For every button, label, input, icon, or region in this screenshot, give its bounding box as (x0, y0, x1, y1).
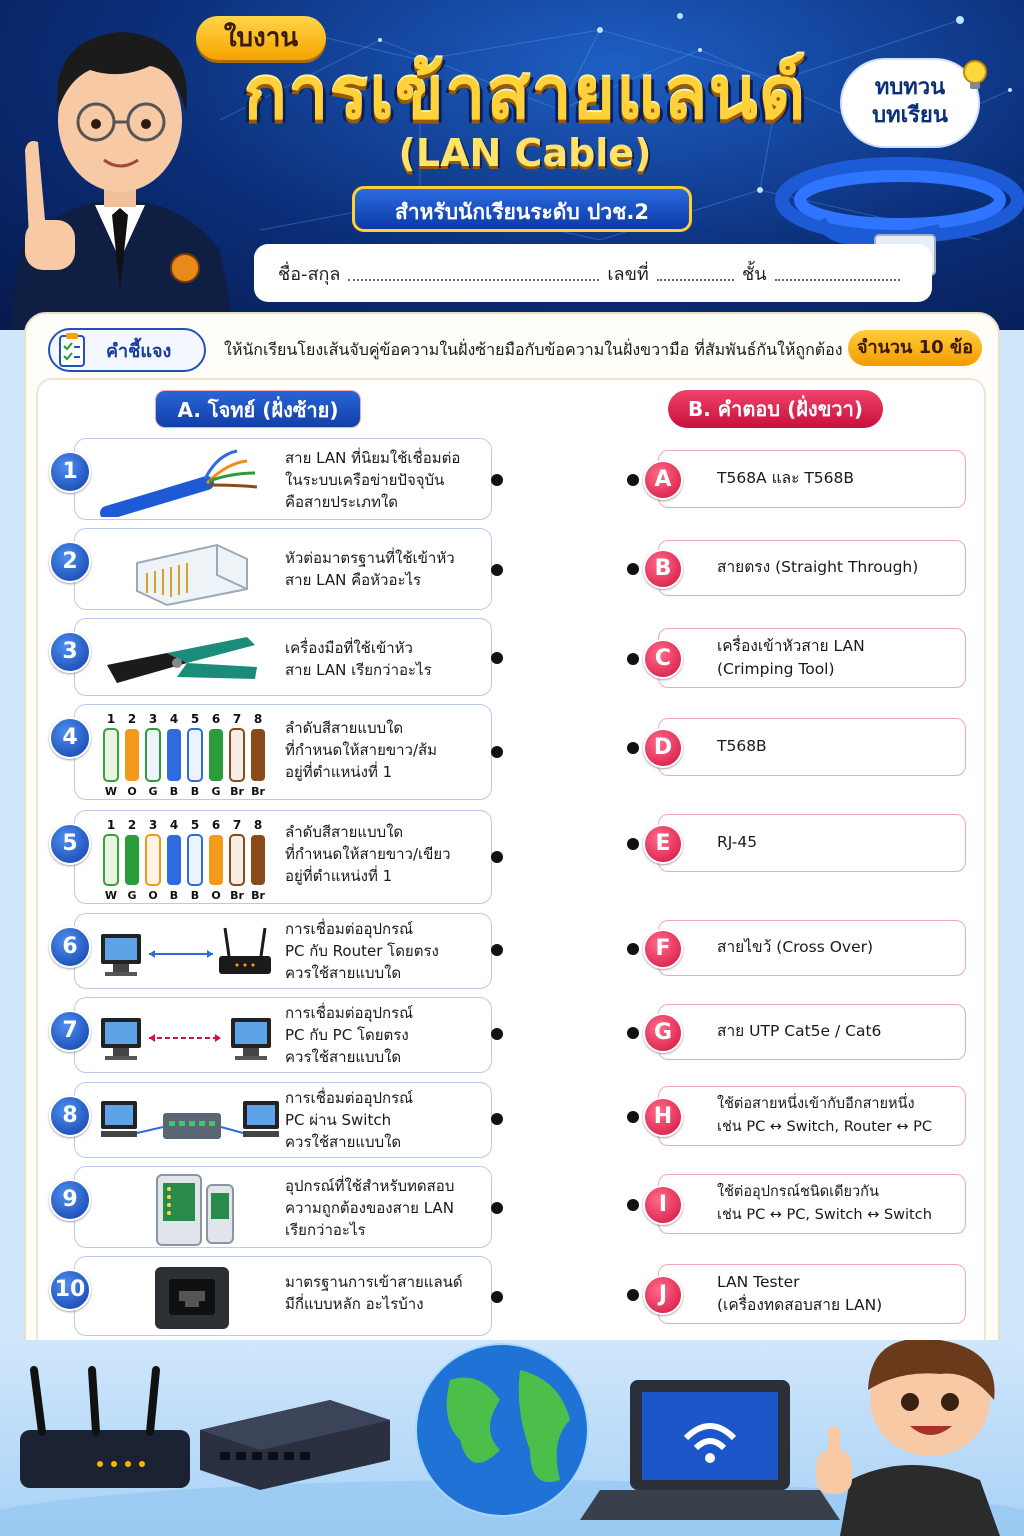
question-item (62, 1166, 492, 1248)
answer-text: ใช้ต่ออุปกรณ์ชนิดเดียวกัน เช่น PC ↔ PC, Switch ↔ Switch (717, 1184, 932, 1223)
student-info-box (254, 244, 932, 302)
answer-item (654, 450, 966, 508)
wire-color-label: B (190, 889, 200, 902)
answer-item (653, 718, 966, 776)
answer-letter: F (643, 929, 683, 969)
answer-item (653, 1086, 966, 1146)
answer-letter: B (643, 549, 683, 589)
wire-number: 6 (211, 818, 221, 832)
question-number: 2 (49, 541, 91, 583)
question-number: 1 (49, 451, 91, 493)
wire-number: 8 (253, 818, 263, 832)
wire-number: 4 (169, 818, 179, 832)
answer-connector-dot[interactable] (627, 943, 639, 955)
wire-order-568b-icon (95, 709, 285, 799)
wire-color-label: O (211, 889, 221, 902)
footer-illustration (0, 1340, 1024, 1536)
worksheet-badge: ใบงาน (196, 16, 326, 60)
question-text: การเชื่อมต่ออุปกรณ์ PC ผ่าน Switch ควรใช้สายแบบใด (285, 1089, 414, 1151)
wire-color-label: B (169, 785, 179, 798)
question-text: เครื่องมือที่ใช้เข้าหัว สาย LAN เรียกว่าอะไร (285, 639, 432, 679)
question-text: ลำดับสีสายแบบใด ที่กำหนดให้สายขาว/เขียว อยู่ที่ตำแหน่งที่ 1 (285, 823, 451, 885)
question-item (62, 913, 492, 989)
answer-letter: I (643, 1185, 683, 1225)
question-number: 9 (49, 1179, 91, 1221)
question-text: ลำดับสีสายแบบใด ที่กำหนดให้สายขาว/ส้ม อยู่ที่ตำแหน่งที่ 1 (285, 719, 438, 781)
globe-icon (416, 1344, 588, 1516)
wire-number: 6 (211, 712, 221, 726)
wire-color-label: G (148, 785, 158, 798)
answer-item (654, 628, 966, 688)
question-number: 5 (49, 823, 91, 865)
name-field[interactable] (348, 265, 599, 281)
wire-number: 7 (232, 712, 242, 726)
answer-text: RJ-45 (717, 833, 758, 851)
question-text: การเชื่อมต่ออุปกรณ์ PC กับ PC โดยตรง ควรใช้สายแบบใด (285, 1004, 414, 1066)
answer-item (653, 1004, 966, 1060)
wire-color-label: W (104, 889, 118, 902)
answer-letter: D (643, 728, 683, 768)
right-column-heading: B. คำตอบ (ฝั่งขวา) (668, 390, 883, 428)
network-devices-scene (0, 1340, 1024, 1536)
answer-connector-dot[interactable] (627, 1027, 639, 1039)
question-connector-dot[interactable] (491, 1291, 503, 1303)
answer-text: T568B (717, 737, 767, 755)
question-number: 7 (49, 1010, 91, 1052)
review-bubble-text: ทบทวน บทเรียน (872, 75, 948, 128)
wire-number: 5 (190, 712, 200, 726)
wire-number: 3 (148, 818, 158, 832)
header-banner (0, 0, 1024, 330)
question-text: อุปกรณ์ที่ใช้สำหรับทดสอบ ความถูกต้องของสาย LAN เรียกว่าอะไร (285, 1177, 455, 1239)
question-connector-dot[interactable] (491, 851, 503, 863)
lightbulb-icon (958, 58, 992, 92)
question-text: สาย LAN ที่นิยมใช้เชื่อมต่อ ในระบบเครือข่ายปัจจุบัน คือสายประเภทใด (285, 449, 461, 511)
name-label: ชื่อ-สกุล (278, 263, 341, 285)
question-connector-dot[interactable] (491, 944, 503, 956)
question-connector-dot[interactable] (491, 1113, 503, 1125)
answer-text: สาย UTP Cat5e / Cat6 (717, 1022, 882, 1040)
question-connector-dot[interactable] (491, 1202, 503, 1214)
wire-number: 2 (127, 712, 137, 726)
crimping-tool-icon (97, 623, 287, 693)
question-count-badge: จำนวน 10 ข้อ (848, 330, 982, 366)
wire-number: 5 (190, 818, 200, 832)
question-number: 6 (49, 926, 91, 968)
class-label: ชั้น (741, 263, 767, 285)
instructions-label: คำชี้แจง (106, 340, 172, 362)
level-label: สำหรับนักเรียนระดับ ปวช.2 (352, 186, 692, 232)
question-number: 3 (49, 631, 91, 673)
instructions-row (48, 326, 984, 374)
wire-color-label: Br (230, 889, 244, 902)
answer-letter: J (643, 1275, 683, 1315)
answer-letter: H (643, 1097, 683, 1137)
question-item (62, 704, 492, 800)
question-number: 10 (49, 1269, 91, 1311)
class-field[interactable] (775, 265, 900, 281)
switch-icon (200, 1400, 390, 1490)
answer-item (654, 540, 966, 596)
answer-item (655, 814, 966, 872)
number-label: เลขที่ (607, 263, 649, 285)
pc-switch-icon (97, 1087, 287, 1157)
answer-text: LAN Tester (เครื่องทดสอบสาย LAN) (717, 1273, 883, 1314)
answer-connector-dot[interactable] (627, 653, 639, 665)
question-connector-dot[interactable] (491, 474, 503, 486)
question-item (54, 1256, 492, 1336)
question-number: 4 (49, 717, 91, 759)
wire-color-label: O (148, 889, 158, 902)
laptop-icon (580, 1380, 840, 1520)
question-item (62, 438, 492, 520)
wire-color-label: Br (230, 785, 244, 798)
answer-item (658, 1264, 966, 1324)
answer-text: เครื่องเข้าหัวสาย LAN (Crimping Tool) (717, 637, 865, 678)
wire-number: 3 (148, 712, 158, 726)
question-text: การเชื่อมต่ออุปกรณ์ PC กับ Router โดยตรง ควรใช้สายแบบใด (285, 920, 439, 982)
wire-number: 2 (127, 818, 137, 832)
answer-connector-dot[interactable] (627, 1111, 639, 1123)
wire-number: 8 (253, 712, 263, 726)
question-number: 8 (49, 1095, 91, 1137)
answer-connector-dot[interactable] (627, 563, 639, 575)
question-item (62, 528, 492, 610)
answer-letter: G (643, 1013, 683, 1053)
answer-text: สายตรง (Straight Through) (717, 558, 919, 576)
clipboard-icon (52, 330, 92, 370)
answer-letter: C (643, 639, 683, 679)
number-field[interactable] (657, 265, 734, 281)
question-connector-dot[interactable] (491, 1028, 503, 1040)
wire-color-label: G (127, 889, 137, 902)
wire-color-label: Br (251, 889, 265, 902)
wire-number: 7 (232, 818, 242, 832)
answer-text: ใช้ต่อสายหนึ่งเข้ากับอีกสายหนึ่ง เช่น PC ↔ Switch, Router ↔ PC (717, 1096, 933, 1135)
answer-text: สายไขว้ (Cross Over) (717, 938, 874, 956)
pc-router-icon (97, 918, 287, 988)
question-text: มาตรฐานการเข้าสายแลนด์ มีกี่แบบหลัก อะไรบ้าง (285, 1273, 463, 1313)
answer-item (658, 1174, 966, 1234)
wire-color-label: G (211, 785, 221, 798)
pc-pc-icon (97, 1002, 287, 1072)
cable-icon (97, 443, 287, 517)
answer-connector-dot[interactable] (627, 742, 639, 754)
wire-number: 1 (106, 712, 116, 726)
answer-connector-dot[interactable] (627, 838, 639, 850)
answer-connector-dot[interactable] (627, 1289, 639, 1301)
answer-connector-dot[interactable] (627, 1199, 639, 1211)
lan-tester-icon (97, 1171, 287, 1249)
rj45-connector-icon (97, 533, 287, 607)
page-subtitle: (LAN Cable) (398, 131, 652, 175)
wire-number: 1 (106, 818, 116, 832)
router-icon (20, 1370, 190, 1488)
wire-color-label: O (127, 785, 137, 798)
instructions-label-pill (48, 328, 206, 372)
answer-letter: A (643, 460, 683, 500)
left-column-heading: A. โจทย์ (ฝั่งซ้าย) (155, 390, 361, 428)
wire-color-label: B (190, 785, 200, 798)
question-item (62, 618, 492, 696)
question-connector-dot[interactable] (491, 652, 503, 664)
answer-text: T568A และ T568B (717, 469, 855, 487)
answer-letter: E (643, 824, 683, 864)
wire-color-label: W (104, 785, 118, 798)
question-item (62, 810, 492, 904)
answer-connector-dot[interactable] (627, 474, 639, 486)
answer-item (655, 920, 966, 976)
wire-number: 4 (169, 712, 179, 726)
question-text: หัวต่อมาตรฐานที่ใช้เข้าหัว สาย LAN คือหัวอะไร (285, 549, 455, 589)
wire-color-label: B (169, 889, 179, 902)
wire-order-568a-icon (95, 815, 285, 903)
question-connector-dot[interactable] (491, 746, 503, 758)
wire-color-label: Br (251, 785, 265, 798)
question-item (62, 997, 492, 1073)
question-item (62, 1082, 492, 1158)
question-connector-dot[interactable] (491, 564, 503, 576)
lan-port-icon (97, 1261, 287, 1333)
instructions-text: ให้นักเรียนโยงเส้นจับคู่ข้อความในฝั่งซ้ายมือกับข้อความในฝั่งขวามือ ที่สัมพันธ์กันให้ถูกต้อง (224, 339, 843, 359)
page-title: การเข้าสายแลนด์ (243, 51, 807, 135)
